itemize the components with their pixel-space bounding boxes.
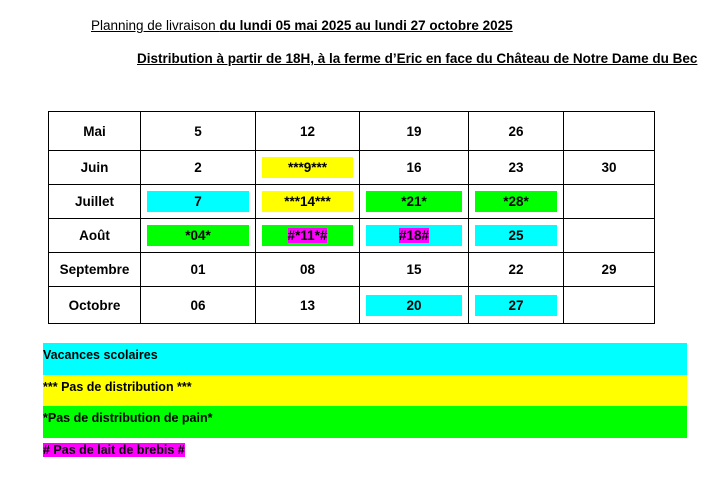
date-cell (360, 112, 469, 151)
title-prefix: Planning de livraison (91, 18, 220, 33)
date-cell (564, 151, 655, 185)
date-label: 2 (194, 160, 202, 175)
title-dates: du lundi 05 mai 2025 au lundi 27 octobre 2025 (219, 18, 513, 33)
date-highlight (262, 157, 353, 178)
page-title (91, 18, 513, 33)
date-label: 16 (406, 160, 422, 175)
date-cell (360, 151, 469, 185)
date-label: 27 (508, 297, 524, 313)
date-cell (256, 287, 360, 324)
date-cell (256, 253, 360, 287)
page-subtitle: Distribution à partir de 18H, à la ferme d’Eric en face du Château de Notre Dame du Bec (137, 51, 698, 66)
month-cell: Août (49, 219, 141, 253)
legend-pas-distribution (43, 375, 687, 406)
date-highlight (147, 225, 249, 246)
date-highlight (366, 295, 462, 316)
date-highlight (262, 225, 353, 246)
date-label: 22 (508, 262, 524, 277)
table-row (49, 151, 655, 185)
date-cell (360, 219, 469, 253)
date-label: ***14*** (284, 194, 331, 209)
date-label: 23 (508, 160, 524, 175)
date-cell (256, 185, 360, 219)
date-cell (469, 287, 564, 324)
date-label: 13 (299, 297, 316, 313)
legend-pas-lait-brebis-label: # Pas de lait de brebis # (43, 443, 185, 457)
date-cell (141, 219, 256, 253)
table-row (49, 287, 655, 324)
date-label: *28* (503, 194, 529, 209)
table-row (49, 253, 655, 287)
date-highlight (147, 191, 249, 212)
date-label: 5 (194, 123, 202, 139)
date-label: 7 (194, 194, 202, 209)
date-label: 20 (406, 297, 422, 313)
schedule-body (49, 112, 655, 324)
date-cell (141, 185, 256, 219)
date-cell (469, 219, 564, 253)
date-cell (469, 185, 564, 219)
date-cell (564, 185, 655, 219)
date-highlight (366, 225, 462, 246)
month-cell: Mai (49, 112, 141, 151)
table-row (49, 219, 655, 253)
date-cell (256, 219, 360, 253)
month-cell: Juin (49, 151, 141, 185)
date-label: *04* (185, 228, 211, 243)
date-cell (564, 219, 655, 253)
date-label: 08 (299, 262, 316, 277)
date-cell (469, 112, 564, 151)
date-highlight (262, 191, 353, 212)
legend-pas-pain (43, 406, 687, 438)
date-label: 30 (601, 160, 617, 175)
legend-vacances (43, 343, 687, 375)
date-cell (564, 287, 655, 324)
month-cell: Juillet (49, 185, 141, 219)
legend-pas-pain-label: *Pas de distribution de pain* (43, 411, 213, 425)
date-label: ***9*** (287, 160, 328, 175)
date-label: 26 (508, 123, 524, 139)
date-label: 12 (299, 123, 316, 139)
date-highlight (475, 225, 557, 246)
date-label: *21* (401, 194, 427, 209)
date-highlight (366, 191, 462, 212)
date-label: #*11*# (287, 228, 328, 243)
date-cell (564, 253, 655, 287)
date-cell (141, 151, 256, 185)
date-highlight (475, 191, 557, 212)
date-cell (360, 185, 469, 219)
date-cell (141, 287, 256, 324)
delivery-schedule-table (48, 111, 655, 324)
date-cell (564, 112, 655, 151)
date-cell (256, 112, 360, 151)
legend-vacances-label: Vacances scolaires (43, 348, 158, 362)
date-cell (360, 253, 469, 287)
date-label: #18# (398, 228, 430, 243)
month-cell: Octobre (49, 287, 141, 324)
table-row (49, 185, 655, 219)
legend-pas-distribution-label: *** Pas de distribution *** (43, 380, 192, 394)
table-row (49, 112, 655, 151)
date-cell (256, 151, 360, 185)
date-cell (360, 287, 469, 324)
date-cell (469, 151, 564, 185)
date-label: 19 (406, 123, 422, 139)
date-label: 15 (406, 262, 422, 277)
date-cell (469, 253, 564, 287)
legend-pas-lait-brebis (43, 438, 687, 468)
date-label: 06 (190, 297, 206, 313)
date-label: 01 (190, 262, 206, 277)
date-label: 25 (508, 228, 524, 243)
date-cell (141, 112, 256, 151)
date-highlight (475, 295, 557, 316)
date-cell (141, 253, 256, 287)
month-cell: Septembre (49, 253, 141, 287)
date-label: 29 (601, 262, 617, 277)
